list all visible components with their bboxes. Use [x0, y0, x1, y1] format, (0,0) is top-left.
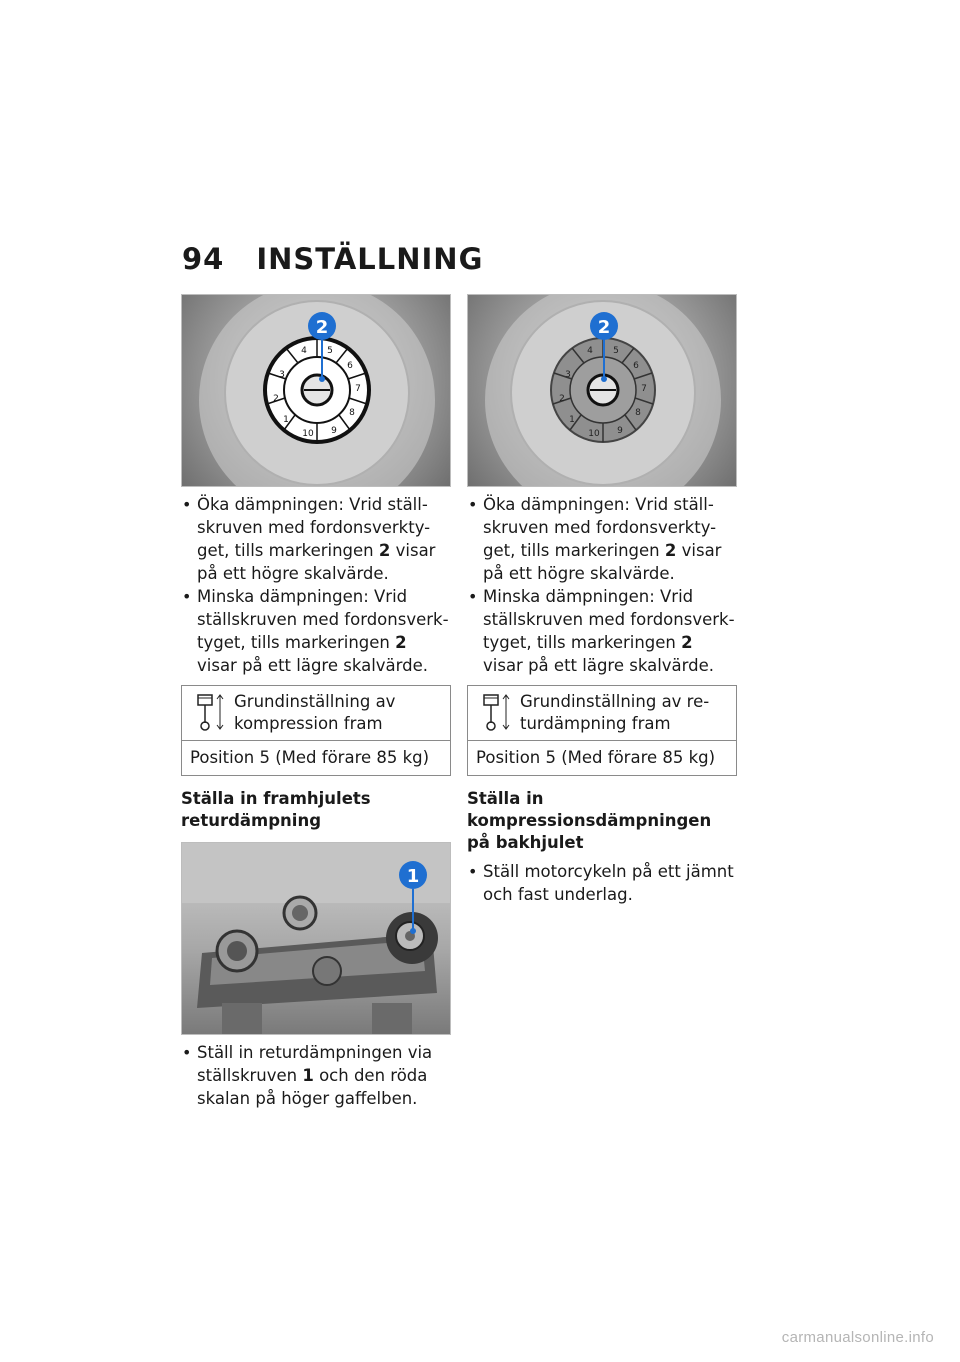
- piston-icon: [480, 691, 516, 735]
- fork-illustration: [182, 843, 451, 1035]
- dial-mark: 9: [617, 426, 623, 436]
- dial-mark: 3: [565, 370, 571, 380]
- dial-mark: 8: [635, 408, 641, 418]
- dial-mark: 10: [588, 429, 600, 439]
- right-column: [467, 294, 737, 906]
- list-item: • Öka dämpningen: Vrid ställ-skruven med fordonsverkty-get, tills markeringen 2 visar på ett högre skalvärde.: [181, 493, 451, 585]
- dial-mark: 1: [569, 415, 575, 425]
- dial-mark: 5: [327, 346, 333, 356]
- page-header: [182, 242, 483, 276]
- dial-mark: 10: [302, 429, 314, 439]
- dial-mark: 6: [347, 361, 353, 371]
- spec-table: [467, 685, 737, 776]
- callout-label: 2: [597, 317, 611, 338]
- dial-mark: 3: [279, 370, 285, 380]
- piston-icon: [194, 691, 230, 735]
- list-item: • Ställ in returdämpningen via ställskruven 1 och den röda skalan på höger gaffelben.: [181, 1041, 451, 1110]
- rebound-list: [181, 1041, 451, 1110]
- dial-mark: 4: [587, 346, 593, 356]
- spec-title: Grundinställning av kompression fram: [234, 692, 396, 733]
- page-number: 94: [182, 242, 225, 276]
- fork-top-photo: [181, 842, 451, 1035]
- dial-mark: 7: [355, 384, 361, 394]
- prep-list: [467, 860, 737, 906]
- rebound-dial-figure: [467, 294, 737, 487]
- compression-dial-figure: [181, 294, 451, 487]
- dial-mark: 2: [273, 394, 279, 404]
- dial-illustration: [468, 295, 737, 487]
- dial-mark: 4: [301, 346, 307, 356]
- spec-title: Grundinställning av re-turdämpning fram: [520, 692, 710, 733]
- section-heading: Ställa in kompressionsdämpningen på bakhjulet: [467, 789, 712, 852]
- dial-mark: 7: [641, 384, 647, 394]
- list-item: • Minska dämpningen: Vrid ställskruven med fordonsverk-tyget, tills markeringen 2 visar på ett lägre skalvärde.: [181, 585, 451, 677]
- dial-mark: 2: [559, 394, 565, 404]
- spec-table: [181, 685, 451, 776]
- callout-label: 1: [406, 866, 420, 887]
- section-heading: Ställa in framhjulets returdämpning: [181, 789, 371, 830]
- dial-mark: 5: [613, 346, 619, 356]
- spec-value: Position 5 (Med förare 85 kg): [190, 748, 430, 767]
- spec-value: Position 5 (Med förare 85 kg): [476, 748, 716, 767]
- adjustment-list: [181, 493, 451, 677]
- dial-mark: 6: [633, 361, 639, 371]
- dial-mark: 8: [349, 408, 355, 418]
- list-item: • Minska dämpningen: Vrid ställskruven med fordonsverk-tyget, tills markeringen 2 visar på ett lägre skalvärde.: [467, 585, 737, 677]
- callout-label: 2: [315, 317, 329, 338]
- left-column: [181, 294, 451, 1110]
- list-item: • Öka dämpningen: Vrid ställ-skruven med fordonsverkty-get, tills markeringen 2 visar på ett högre skalvärde.: [467, 493, 737, 585]
- adjustment-list: [467, 493, 737, 677]
- dial-illustration: [182, 295, 451, 487]
- dial-mark: 9: [331, 426, 337, 436]
- chapter-title: INSTÄLLNING: [256, 242, 484, 276]
- watermark: carmanualsonline.info: [781, 1329, 934, 1346]
- list-item: • Ställ motorcykeln på ett jämnt och fast underlag.: [467, 860, 737, 906]
- dial-mark: 1: [283, 415, 289, 425]
